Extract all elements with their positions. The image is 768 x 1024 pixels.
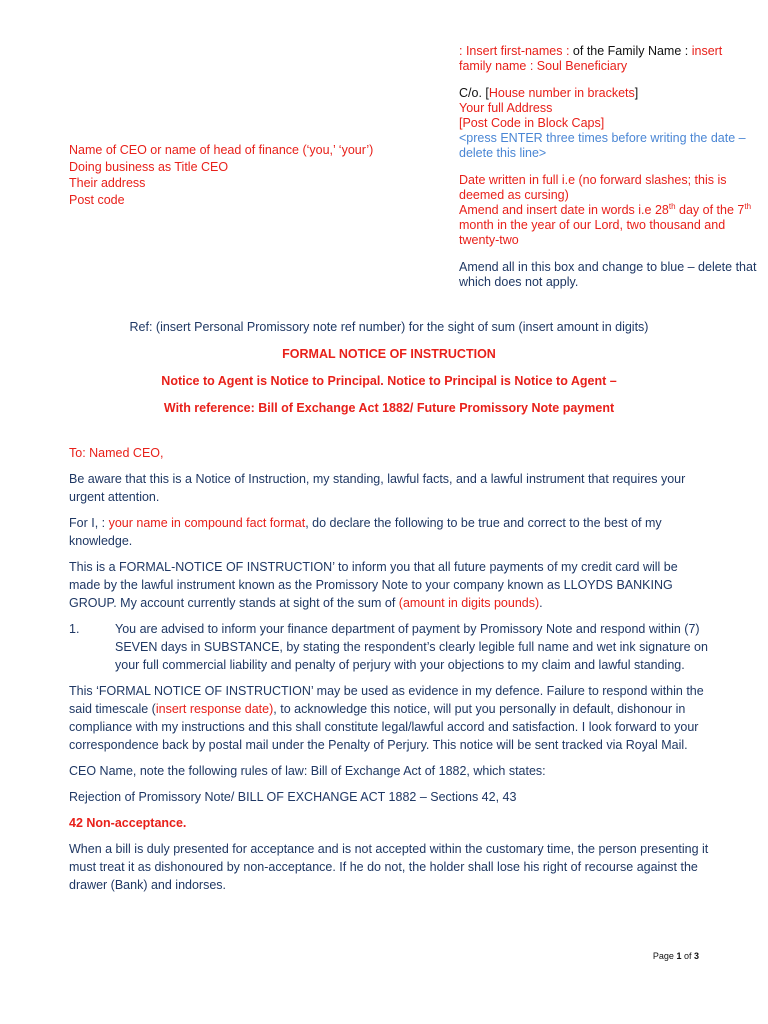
notice-title: FORMAL NOTICE OF INSTRUCTION [282, 347, 496, 361]
paragraph-rejection: Rejection of Promissory Note/ BILL OF EXCHANGE ACT 1882 – Sections 42, 43 [69, 790, 517, 804]
recipient-postcode: Post code [69, 192, 125, 207]
section-heading-42: 42 Non-acceptance. [69, 816, 187, 830]
item-number: 1. [69, 622, 80, 636]
letter-body [69, 318, 709, 894]
recipient-title: Doing business as Title CEO [69, 159, 229, 174]
sender-block [459, 44, 759, 290]
address-placeholder: Your full Address [459, 101, 553, 115]
family-name-placeholder: family name : Soul Beneficiary [459, 59, 628, 73]
reference-line: Ref: (insert Personal Promissory note ref number) for the sight of sum (insert amount in digits) [129, 320, 649, 334]
recipient-block [69, 142, 429, 208]
press-enter-note: <press ENTER three times before writing the date – delete this line> [459, 131, 746, 160]
paragraph-formal-notice: This is a FORMAL-NOTICE OF INSTRUCTION’ to inform you that all future payments of my credit card will be made by the lawful instrument known as the Promissory Note to your company known as LLOYDS BANKING GROUP. My account currently stands at sight of the sum of (amount in digits pounds). [69, 560, 678, 610]
item-text: You are advised to inform your finance department of payment by Promissory Note and respond within (7) SEVEN days in SUBSTANCE, by stating the respondent’s clearly legible full name and wet ink signature on your full commercial liability and penalty of perjury with your objections to my claim and lawful standing. [115, 622, 708, 672]
paragraph-declaration: For I, : your name in compound fact format, do declare the following to be true and correct to the best of my knowledge. [69, 516, 662, 548]
recipient-name: Name of CEO or name of head of finance (‘you,’ ‘your’) [69, 143, 374, 157]
date-note-1: Date written in full i.e (no forward slashes; this is deemed as cursing) [459, 173, 727, 202]
response-date-placeholder: insert response date) [155, 702, 274, 716]
house-number-placeholder: House number in brackets [488, 86, 635, 100]
amount-placeholder: (amount in digits pounds) [398, 596, 540, 610]
salutation: To: Named CEO, [69, 446, 164, 460]
recipient-address: Their address [69, 176, 146, 190]
sender-name-line [459, 44, 759, 59]
family-name-label: of the Family Name : [572, 44, 692, 58]
name-placeholder: your name in compound fact format [108, 516, 306, 530]
numbered-item-1 [69, 620, 709, 674]
paragraph-non-acceptance: When a bill is duly presented for acceptance and is not accepted within the customary time, the person presenting it must treat it as dishonoured by non-acceptance. If he do not, the holder shall lose his right of recourse against the drawer (Bank) and indorses. [69, 842, 709, 892]
paragraph-rules-of-law: CEO Name, note the following rules of law: Bill of Exchange Act of 1882, which states: [69, 764, 546, 778]
amend-note: Amend all in this box and change to blue – delete that which does not apply. [459, 260, 757, 289]
page-number: Page 1 of 3 [652, 951, 699, 961]
paragraph-awareness: Be aware that this is a Notice of Instruction, my standing, lawful facts, and a lawful instrument that requires your urgent attention. [69, 472, 686, 504]
reference-heading: With reference: Bill of Exchange Act 1882/ Future Promissory Note payment [163, 401, 615, 415]
care-of-line: C/o. [House number in brackets] [459, 86, 639, 100]
insert-label: insert [691, 44, 723, 58]
notice-agent-principal: Notice to Agent is Notice to Principal. Notice to Principal is Notice to Agent – [161, 374, 617, 388]
first-names-placeholder: : Insert first-names : [459, 44, 573, 58]
paragraph-evidence: This ‘FORMAL NOTICE OF INSTRUCTION’ may be used as evidence in my defence. Failure to respond within the said timescale (insert response date), to acknowledge this notice, will put you personally in default, dishonour in compliance with my instructions and this shall constitute legal/lawful accord and satisfaction. I look forward to your correspondence back by postal mail under the Penalty of Perjury. This notice will be sent tracked via Royal Mail. [69, 684, 704, 752]
postcode-placeholder: [Post Code in Block Caps] [459, 116, 605, 130]
date-note-2: Amend and insert date in words i.e 28th day of the 7th month in the year of our Lord, two thousand and twenty-two [459, 201, 752, 247]
